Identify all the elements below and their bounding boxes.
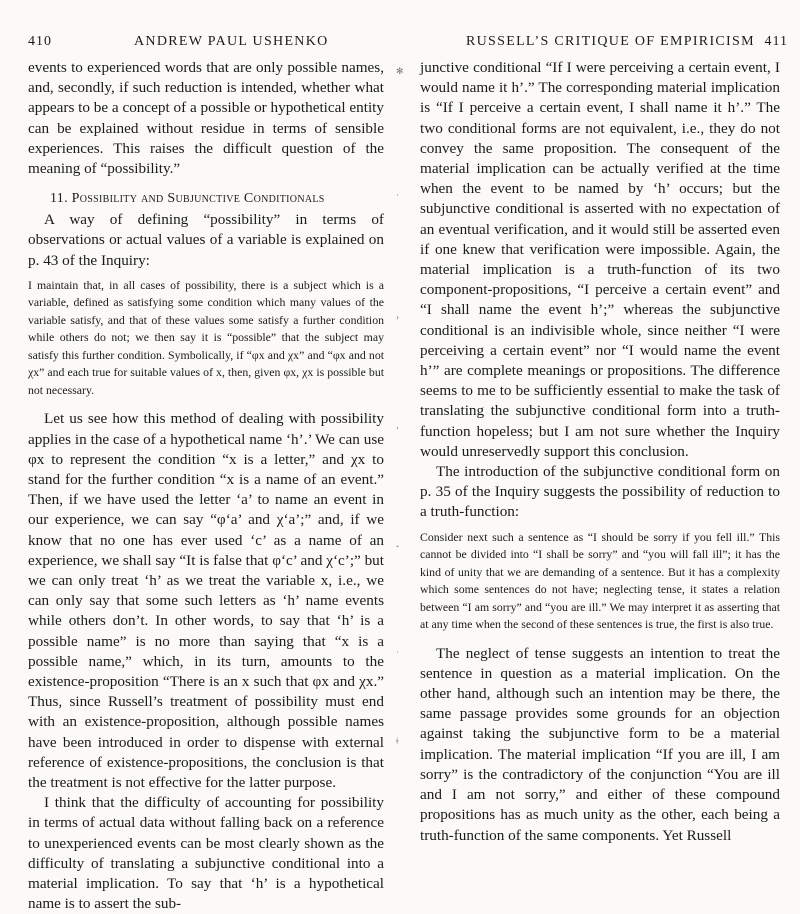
page-number-left: 410 [28, 34, 52, 49]
gutter-mark: ǂ [396, 736, 399, 746]
paragraph-continued-left: events to experienced words that are only possible names, and, secondly, if such reduction is intended, whether what appears to be a concept of a possible or hypothetical entity can be explained without residue in terms of sensible experiences. This raises the difficult question of the meaning of “possibility.” [28, 59, 384, 178]
paragraph-continued-right: junctive conditional “If I were perceiving a certain event, I would name it h’.” The corresponding material implication is “If I perceive a certain event, I shall name it h’.” The two conditional forms are not equivalent, i.e., they do not convey the same proposition. The consequent of the material implication can be actually verified at the time when the event to be named by ‘h’ occurs; but the subjunctive conditional is asserted with no expectation of an eventual verification, and it would still be asserted even if one knew that verification were impossible. Again, the material implication is a truth-function of its two component-propositions, “I perceive a certain event” and “I shall name the event h’;” whereas the subjunctive conditional is an indivisible whole, since neither “I were perceiving a certain event” nor “I would name the event h’” are complete meanings or propositions. The difference seems to me to be sufficiently essential to make the task of translating the subjunctive conditional form into a truth-function hopeless; but I am not sure whether the Inquiry would unreservedly support this conclusion. [420, 59, 780, 460]
paragraph-intro-right: The introduction of the subjunctive conditional form on p. 35 of the Inquiry suggests the possibility of reduction to a truth-function: [420, 463, 780, 521]
gutter-mark: ˇ [396, 544, 399, 554]
paragraph-intro-left: A way of defining “possibility” in terms of observations or actual values of a variable is explained on p. 43 of the Inquiry: [28, 211, 384, 269]
paragraph-neglect-of-tense: The neglect of tense suggests an intention to treat the sentence in question as a material implication. On the other hand, although such an intention may be there, the same passage provides some grounds for an objection against taking the subjunctive form to be a material implication. The material implication “If you are ill, I am sorry” is the contradictory of the conjunction “You are ill and I am not sorry,” and either of these compound propositions has as much unity as the other, each being a truth-function of the same components. Yet Russell [420, 644, 780, 844]
right-running-head [420, 34, 788, 52]
left-running-head [28, 34, 382, 52]
gutter-mark: ‚ [396, 420, 399, 430]
running-head-title: RUSSELL’S CRITIQUE OF EMPIRICISM [466, 34, 755, 49]
paragraph-i-think: I think that the difficulty of accounting for possibility in terms of actual data without falling back on a reference to unexperienced events can be most clearly shown as the difficulty of translating a subjunctive conditional into a material implication. To say that ‘h’ is a hypothetical name is to assert the sub- [28, 794, 384, 913]
page-number-right: 411 [764, 34, 788, 49]
running-head-author: ANDREW PAUL USHENKO [134, 34, 329, 49]
gutter-marks [396, 0, 406, 768]
block-quote-right: Consider next such a sentence as “I should be sorry if you fell ill.” This cannot be divided into “I shall be sorry” and “you will fall ill”; it has the kind of unity that we are demanding of a sentence. But it has a complexity which some sentences do not have; neglecting tense, it states a relation between “I am sorry” and “you are ill.” We may interpret it as asserting that at any time when the second of these sentences is true, the first is also true. [420, 529, 780, 632]
left-page [0, 0, 388, 913]
paragraph-let-us-see: Let us see how this method of dealing with possibility applies in the case of a hypothetical name ‘h’.’ We can use φx to represent the condition “x is a letter,” and χx to stand for the further condition “x is a name of an event.” Then, if we have used the letter ‘a’ to name an event in our experience, we can say “φ‘a’ and χ‘a’;” and, if we know that no one has ever used ‘c’ as a name of an experience, we shall say “It is false that φ‘c’ and χ‘c’;” but we can only treat ‘h’ as we treat the variable x, i.e., we can only say that some such letters as ‘h’ name events while others don’t. In other words, to say that ‘h’ is a possible name” is no more than saying that “x is a possible name,” which, in its turn, amounts to the existence-proposition “There is an x such that φx and χx.” Thus, since Russell’s treatment of possibility must end with an existence-proposition, although possible names have been introduced in order to dispense with external reference of existence-propositions, the conclusion is that the treatment is not effective for the latter purpose. [28, 410, 384, 791]
left-page-body [28, 58, 384, 914]
gutter-mark: ✻ [396, 66, 404, 76]
gutter-mark: › [396, 312, 399, 322]
section-heading: 11. Possibility and Subjunctive Conditionals [50, 191, 325, 207]
block-quote-left: I maintain that, in all cases of possibility, there is a subject which is a variable, defined as satisfying some condition which many values of the variable satisfy, and that of these values some satisfy a further condition while others do not; we then say it is “possible” that the subject may satisfy this further condition. Symbolically, if “φx and χx” and “φx and not χx” and each true for suitable values of x, then, given φx, χx is possible but not necessary. [28, 277, 384, 397]
gutter-mark: ˙ [396, 650, 399, 660]
right-page [412, 0, 800, 844]
right-page-body [420, 58, 780, 846]
gutter-mark: · [396, 190, 399, 200]
